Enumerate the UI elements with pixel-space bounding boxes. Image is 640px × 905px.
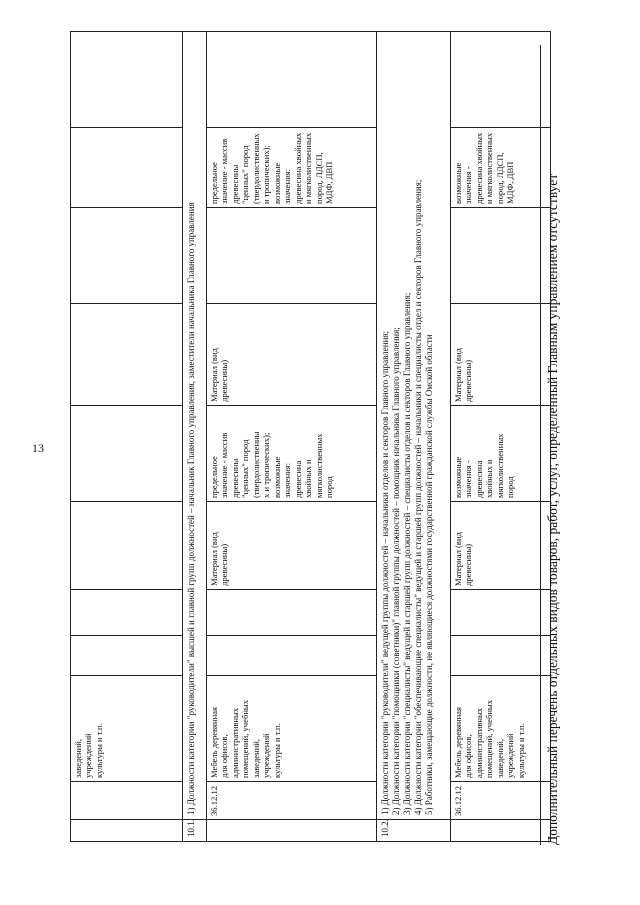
characteristic-cell: Материал (вид древесины) xyxy=(451,304,551,406)
value-cell: возможные значения - древесина хвойных и мягколиственных пород xyxy=(451,406,551,502)
section-number: 10.2. xyxy=(377,820,451,842)
goods-requirements-table xyxy=(70,31,551,842)
table-row-continuation xyxy=(71,32,183,842)
table-row xyxy=(207,32,377,842)
heading-line: 1) Должности категории "руководители" ведущей группы должностей – начальники отделов и секторов Главного управления; xyxy=(380,330,390,815)
section-heading: 1) Должности категории "руководители" высшей и главной групп должностей – начальник Главного управления, заместители начальника Главного управления xyxy=(183,32,207,820)
heading-line: 5) Работники, замещающие должности, не являющиеся должностями государственной гражданской службы Омской области xyxy=(423,334,434,815)
value-cell: предельное значение - массив древесины "ценных" пород (твердолиственны х и тропических); возможные значения: древесина хвойных и мягколиственных пород xyxy=(207,406,377,502)
item-name-cell: заведений, учреждений культуры и т.п. xyxy=(71,676,183,782)
page-number: 13 xyxy=(32,441,44,455)
table-row xyxy=(451,32,551,842)
okpd-code-cell: 36.12.12 xyxy=(207,782,377,820)
characteristic-cell: Материал (вид древесины) xyxy=(207,304,377,406)
item-name-cell: Мебель деревянная для офисов, административных помещений, учебных заведений, учреждений культуры и т.п. xyxy=(451,676,551,782)
heading-line: 3) Должности категории "специалисты" ведущей и старшей групп должностей – специалисты отделов и секторов Главного управления; xyxy=(401,292,412,815)
section-10-2-heading-row xyxy=(377,32,451,842)
heading-line: 2) Должности категории "помощники (советники)" главной группы должностей – помощник начальника Главного управления; xyxy=(390,327,401,815)
characteristic-cell: Материал (вид древесины) xyxy=(207,502,377,590)
value-cell: предельное значение - массив древесины "ценных" пород (твердолиственных и тропических); возможные значения: древесина хвойных и мягколиственных пород, ЛДСП, МДФ, ДВП xyxy=(207,128,377,208)
section-number: 10.1. xyxy=(183,820,207,842)
rotated-table-area xyxy=(70,32,550,842)
characteristic-cell: Материал (вид древесины) xyxy=(451,502,551,590)
heading-line: 4) Должности категории "обеспечивающие специалисты" ведущей и старшей групп должностей – начальники и специалисты отдел и секторов Главного управления; xyxy=(412,179,423,815)
footer-note: Дополнительный перечень отдельных видов товаров, работ, услуг, определенный Главным управлением отсутствует xyxy=(540,45,565,845)
value-cell: возможные значения - древесина хвойных и мягколиственных пород, ЛДСП, МДФ, ДВП xyxy=(451,128,551,208)
okpd-code-cell: 36.12.12 xyxy=(451,782,551,820)
item-name-cell: Мебель деревянная для офисов, административных помещений, учебных заведений, учреждений культуры и т.п. xyxy=(207,676,377,782)
section-heading xyxy=(377,32,451,820)
section-10-1-heading-row xyxy=(183,32,207,842)
